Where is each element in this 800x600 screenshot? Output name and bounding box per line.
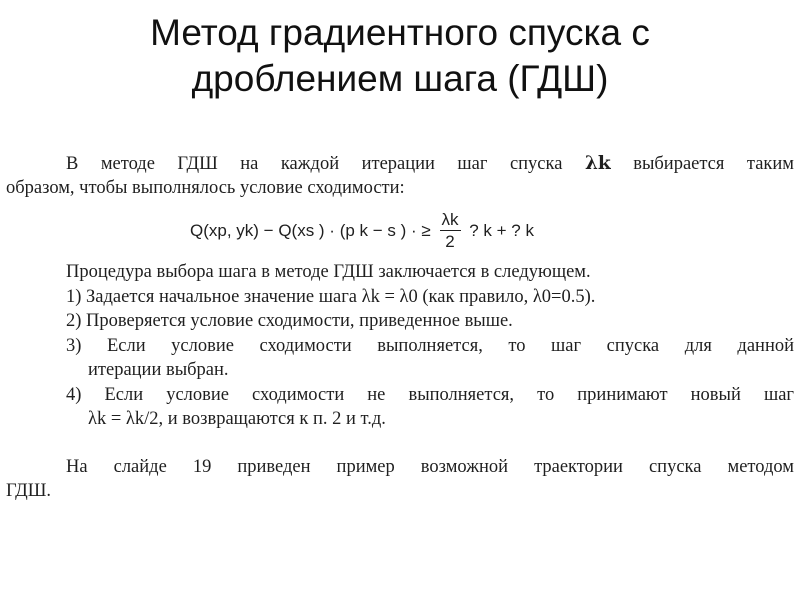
intro-paragraph — [6, 152, 794, 200]
procedure-step-1: 1) Задается начальное значение шага λk = λ0 (как правило, λ0=0.5). — [66, 286, 596, 307]
lambda-k-symbol: λk — [584, 153, 611, 174]
intro-line-2: образом, чтобы выполнялось условие сходимости: — [6, 178, 405, 198]
slide-title-line-2: дроблением шага (ГДШ) — [191, 58, 609, 99]
intro-line-1 — [6, 152, 794, 176]
closing-paragraph — [6, 455, 794, 503]
procedure-step-3-line-1: 3) Если условие сходимости выполняется, то шаг спуска для данной — [66, 335, 794, 356]
formula-fraction-denominator: 2 — [445, 232, 455, 251]
procedure-list — [66, 260, 794, 432]
procedure-step-2: 2) Проверяется условие сходимости, приведенное выше. — [66, 311, 513, 331]
formula-fraction-numerator: λk — [441, 210, 459, 229]
formula-left-side: Q(xp, yk) − Q(xs ) · (p k − s ) · — [190, 220, 417, 240]
closing-line-1: На слайде 19 приведен пример возможной траектории спуска методом — [66, 457, 794, 477]
formula-fraction — [440, 210, 461, 253]
slide-title — [0, 10, 800, 102]
closing-line-2: ГДШ. — [6, 481, 51, 501]
intro-text-after: выбирается таким — [610, 154, 794, 174]
intro-text-before: В методе ГДШ на каждой итерации шаг спуска — [66, 154, 585, 174]
formula-geq-sign: ≥ — [421, 220, 431, 240]
procedure-step-4-line-1: 4) Если условие сходимости не выполняется, то принимают новый шаг — [66, 384, 794, 405]
convergence-formula — [190, 210, 534, 253]
procedure-step-3-line-2: итерации выбран. — [88, 360, 229, 380]
slide-title-line-1: Метод градиентного спуска с — [150, 12, 650, 53]
formula-right-side: ? k + ? k — [469, 220, 534, 240]
procedure-step-4-line-2: λk = λk/2, и возвращаются к п. 2 и т.д. — [88, 409, 386, 429]
procedure-heading: Процедура выбора шага в методе ГДШ заключается в следующем. — [66, 262, 591, 282]
